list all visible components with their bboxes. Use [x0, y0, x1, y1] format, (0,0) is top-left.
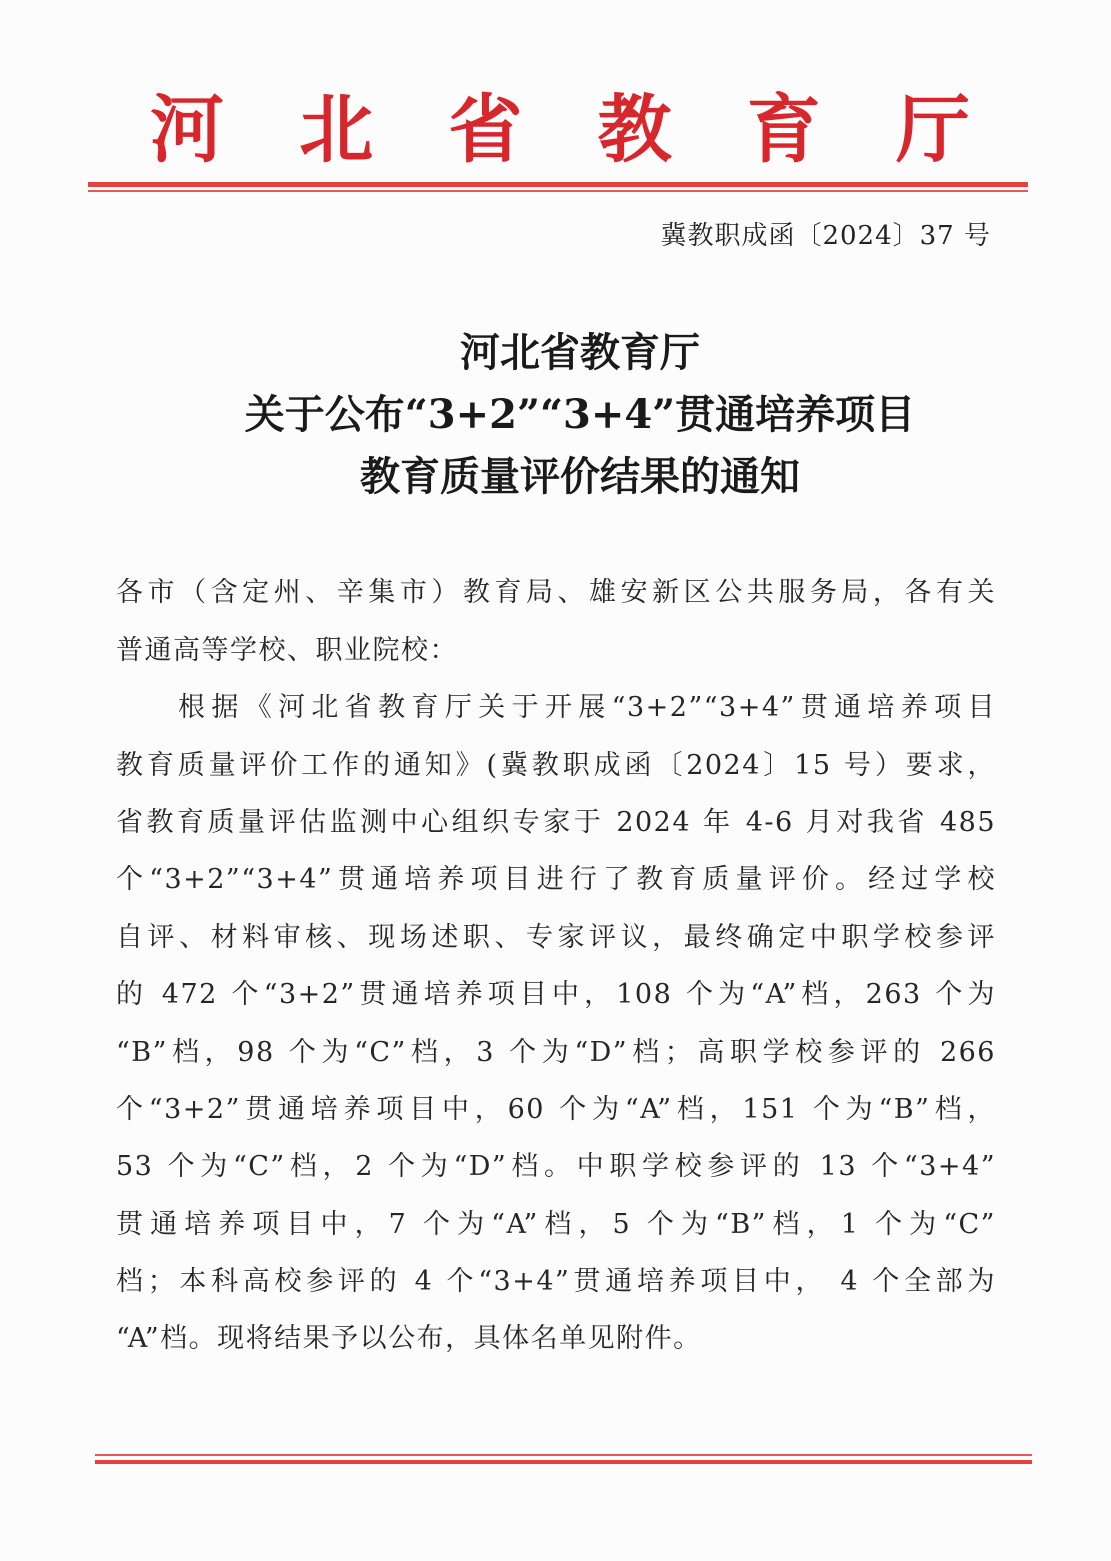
document-title-line: 关于公布“3+2”“3+4”贯通培养项目: [244, 391, 916, 438]
letterhead-char: 北: [299, 87, 374, 173]
footer-rule-thick: [95, 1460, 1032, 1464]
document-title-line: 教育质量评价结果的通知: [360, 453, 800, 500]
body-paragraph-line: 根据《河北省教育厅关于开展“3+2”“3+4”贯通培养项目: [178, 692, 996, 723]
body-paragraph-line: “B”档，98 个为“C”档，3 个为“D”档；高职学校参评的 266: [116, 1037, 996, 1068]
body-paragraph-line: 个“3+2”贯通培养项目中，60 个为“A”档，151 个为“B”档，: [116, 1094, 996, 1125]
body-paragraph-line: 档；本科高校参评的 4 个“3+4”贯通培养项目中， 4 个全部为: [116, 1266, 996, 1297]
body-paragraph-line: 省教育质量评估监测中心组织专家于 2024 年 4-6 月对我省 485: [116, 807, 996, 838]
body-paragraph-line: 自评、材料审核、现场述职、专家评议，最终确定中职学校参评: [116, 922, 996, 953]
body-paragraph-line: 贯通培养项目中，7 个为“A”档，5 个为“B”档，1 个为“C”: [116, 1209, 996, 1240]
document-number: 冀教职成函〔2024〕37 号: [660, 221, 991, 251]
salutation-line: 各市（含定州、辛集市）教育局、雄安新区公共服务局，各有关: [116, 577, 996, 608]
footer-rule-thin: [95, 1454, 1032, 1456]
letterhead-char: 育: [746, 87, 821, 173]
body-paragraph-line: 53 个为“C”档，2 个为“D”档。中职学校参评的 13 个“3+4”: [116, 1151, 996, 1182]
document-title-line: 河北省教育厅: [460, 329, 700, 376]
letterhead-char: 教: [597, 87, 672, 173]
letterhead-rule-thin: [88, 190, 1028, 192]
letterhead-char: 厅: [895, 87, 970, 173]
body-paragraph-line: “A”档。现将结果予以公布，具体名单见附件。: [116, 1323, 702, 1354]
letterhead-char: 省: [448, 87, 523, 173]
letterhead-char: 河: [150, 87, 224, 173]
body-paragraph-line: 个“3+2”“3+4”贯通培养项目进行了教育质量评价。经过学校: [116, 864, 996, 895]
body-paragraph-line: 教育质量评价工作的通知》(冀教职成函〔2024〕15 号）要求，: [116, 750, 996, 781]
salutation-line: 普通高等学校、职业院校：: [116, 635, 458, 666]
body-paragraph-line: 的 472 个“3+2”贯通培养项目中，108 个为“A”档，263 个为: [116, 979, 996, 1010]
letterhead: [150, 82, 970, 178]
letterhead-rule-thick: [88, 182, 1028, 187]
